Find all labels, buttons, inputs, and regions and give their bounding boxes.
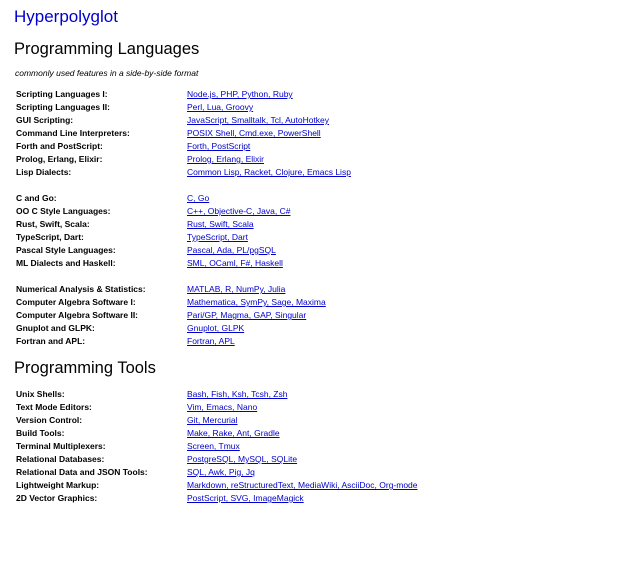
list-item	[14, 427, 626, 440]
item-link[interactable]: C++, Objective-C, Java, C#	[187, 206, 291, 216]
item-link[interactable]: C, Go	[187, 193, 210, 203]
group-spacer	[14, 270, 626, 283]
item-label: TypeScript, Dart:	[16, 232, 84, 242]
list-item	[14, 101, 626, 114]
tools-list	[14, 388, 626, 505]
item-link[interactable]: Common Lisp, Racket, Clojure, Emacs Lisp	[187, 167, 351, 177]
list-item	[14, 127, 626, 140]
item-label: Gnuplot and GLPK:	[16, 323, 95, 333]
item-link[interactable]: SQL, Awk, Pig, Jq	[187, 467, 255, 477]
item-link[interactable]: POSIX Shell, Cmd.exe, PowerShell	[187, 128, 321, 138]
list-item	[14, 440, 626, 453]
item-label: Lightweight Markup:	[16, 480, 100, 490]
languages-list	[14, 88, 626, 348]
item-label: Scripting Languages I:	[16, 89, 108, 99]
list-item	[14, 88, 626, 101]
item-link[interactable]: Rust, Swift, Scala	[187, 219, 254, 229]
item-label: 2D Vector Graphics:	[16, 493, 98, 503]
item-link[interactable]: Markdown, reStructuredText, MediaWiki, AsciiDoc, Org-mode	[187, 480, 418, 490]
item-link[interactable]: Perl, Lua, Groovy	[187, 102, 254, 112]
item-link[interactable]: Forth, PostScript	[187, 141, 251, 151]
item-label: Prolog, Erlang, Elixir:	[16, 154, 103, 164]
item-label: Relational Data and JSON Tools:	[16, 467, 148, 477]
list-item	[14, 388, 626, 401]
item-label: Text Mode Editors:	[16, 402, 92, 412]
list-item	[14, 414, 626, 427]
list-item	[14, 231, 626, 244]
item-link[interactable]: MATLAB, R, NumPy, Julia	[187, 284, 286, 294]
item-label: Unix Shells:	[16, 389, 65, 399]
item-link[interactable]: Prolog, Erlang, Elixir	[187, 154, 265, 164]
list-item	[14, 309, 626, 322]
item-link[interactable]: Git, Mercurial	[187, 415, 238, 425]
site-title-link[interactable]: Hyperpolyglot	[14, 7, 118, 26]
item-link[interactable]: JavaScript, Smalltalk, Tcl, AutoHotkey	[187, 115, 330, 125]
item-label: Scripting Languages II:	[16, 102, 110, 112]
item-link[interactable]: SML, OCaml, F#, Haskell	[187, 258, 283, 268]
list-item	[14, 166, 626, 179]
item-label: Build Tools:	[16, 428, 65, 438]
item-link[interactable]: Fortran, APL	[187, 336, 235, 346]
item-link[interactable]: Pascal, Ada, PL/pgSQL	[187, 245, 276, 255]
page-content	[14, 4, 626, 505]
item-label: Relational Databases:	[16, 454, 105, 464]
list-item	[14, 466, 626, 479]
item-label: Lisp Dialects:	[16, 167, 72, 177]
item-link[interactable]: PostgreSQL, MySQL, SQLite	[187, 454, 298, 464]
list-item	[14, 335, 626, 348]
item-label: Command Line Interpreters:	[16, 128, 130, 138]
list-item	[14, 244, 626, 257]
item-link[interactable]: PostScript, SVG, ImageMagick	[187, 493, 304, 503]
tagline: commonly used features in a side-by-side format	[15, 68, 199, 78]
list-item	[14, 322, 626, 335]
list-item	[14, 218, 626, 231]
item-label: Computer Algebra Software II:	[16, 310, 139, 320]
list-item	[14, 257, 626, 270]
item-label: Pascal Style Languages:	[16, 245, 116, 255]
item-label: Rust, Swift, Scala:	[16, 219, 90, 229]
item-link[interactable]: Mathematica, SymPy, Sage, Maxima	[187, 297, 326, 307]
item-label: OO C Style Languages:	[16, 206, 111, 216]
item-label: Terminal Multiplexers:	[16, 441, 106, 451]
item-link[interactable]: TypeScript, Dart	[187, 232, 248, 242]
item-link[interactable]: Pari/GP, Magma, GAP, Singular	[187, 310, 307, 320]
list-item	[14, 205, 626, 218]
item-link[interactable]: Node.js, PHP, Python, Ruby	[187, 89, 293, 99]
tools-heading: Programming Tools	[14, 359, 156, 377]
list-item	[14, 492, 626, 505]
list-item	[14, 453, 626, 466]
list-item	[14, 479, 626, 492]
item-link[interactable]: Bash, Fish, Ksh, Tcsh, Zsh	[187, 389, 288, 399]
list-item	[14, 283, 626, 296]
item-link[interactable]: Vim, Emacs, Nano	[187, 402, 258, 412]
list-item	[14, 401, 626, 414]
item-label: Numerical Analysis & Statistics:	[16, 284, 146, 294]
item-label: GUI Scripting:	[16, 115, 74, 125]
group-spacer	[14, 179, 626, 192]
item-link[interactable]: Screen, Tmux	[187, 441, 240, 451]
list-item	[14, 192, 626, 205]
item-label: Forth and PostScript:	[16, 141, 103, 151]
list-item	[14, 296, 626, 309]
item-label: Computer Algebra Software I:	[16, 297, 136, 307]
item-link[interactable]: Make, Rake, Ant, Gradle	[187, 428, 280, 438]
item-link[interactable]: Gnuplot, GLPK	[187, 323, 245, 333]
list-item	[14, 153, 626, 166]
languages-heading: Programming Languages	[14, 40, 200, 58]
list-item	[14, 114, 626, 127]
item-label: Version Control:	[16, 415, 83, 425]
list-item	[14, 140, 626, 153]
item-label: C and Go:	[16, 193, 57, 203]
item-label: ML Dialects and Haskell:	[16, 258, 116, 268]
item-label: Fortran and APL:	[16, 336, 86, 346]
